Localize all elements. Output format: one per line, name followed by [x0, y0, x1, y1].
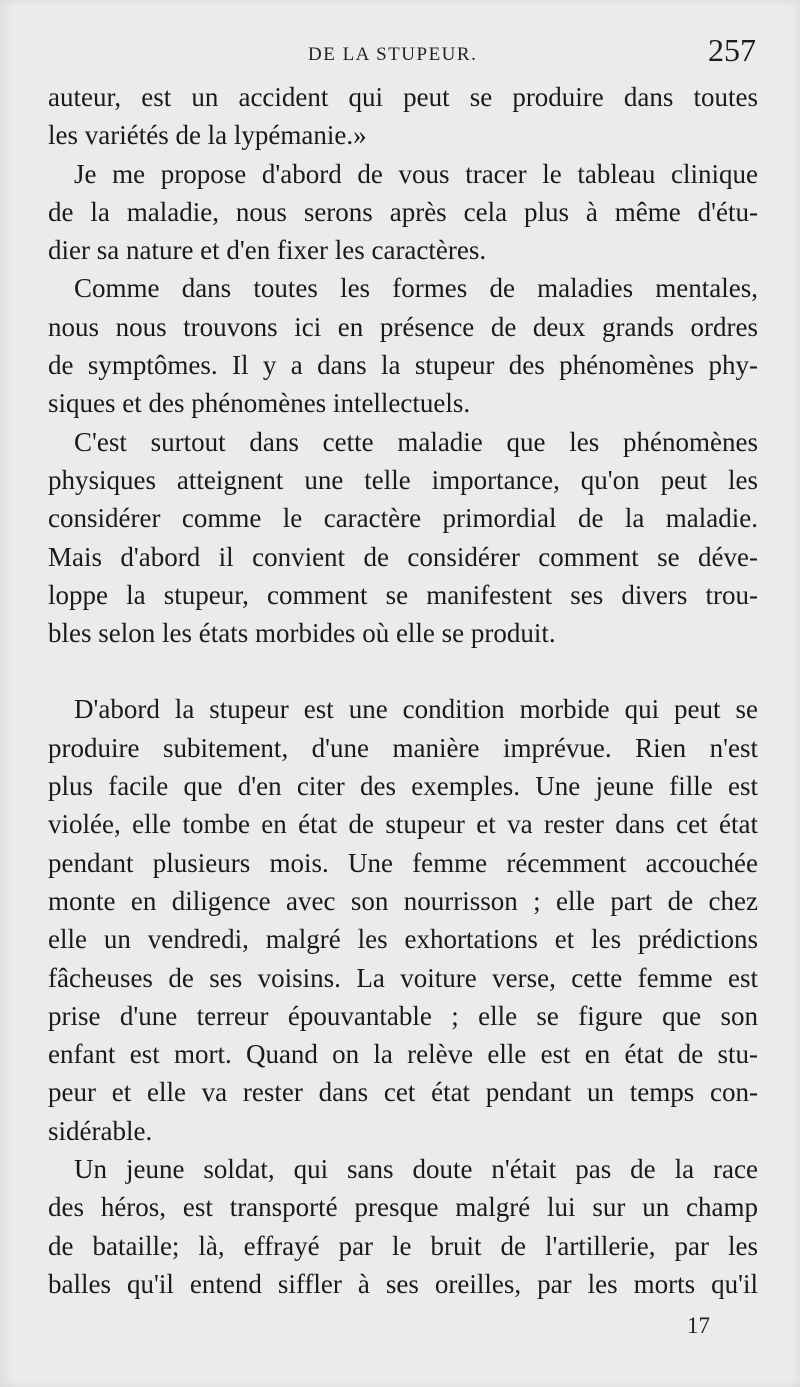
text-line: Mais d'abord il convient de considérer comment se déve- [48, 541, 758, 572]
text-line: siques et des phénomènes intellectuels. [48, 388, 471, 419]
text-line: elle un vendredi, malgré les exhortations et les prédictions [48, 924, 758, 955]
text-line: pendant plusieurs mois. Une femme récemment accouchée [48, 847, 758, 878]
text-line: de la maladie, nous serons après cela plus à même d'étu- [48, 196, 758, 227]
text-line: fâcheuses de ses voisins. La voiture verse, cette femme est [48, 962, 758, 993]
text-line: nous nous trouvons ici en présence de deux grands ordres [48, 311, 758, 342]
text-line: auteur, est un accident qui peut se produire dans toutes [48, 82, 758, 112]
text-line: bles selon les états morbides où elle se produit. [48, 618, 556, 649]
text-line: violée, elle tombe en état de stupeur et va rester dans cet état [48, 809, 758, 840]
page-number: 257 [708, 32, 756, 68]
signature-mark: 17 [687, 1313, 710, 1338]
text-line: des héros, est transporté presque malgré lui sur un champ [48, 1192, 758, 1223]
text-line: de bataille; là, effrayé par le bruit de l'artillerie, par les [48, 1230, 758, 1261]
text-line: enfant est mort. Quand on la relève elle est en état de stu- [48, 1039, 758, 1070]
text-line: sidérable. [48, 1115, 153, 1146]
text-line: loppe la stupeur, comment se manifestent ses divers trou- [48, 579, 758, 610]
text-line: dier sa nature et d'en fixer les caractères. [48, 235, 487, 266]
text-line: balles qu'il entend siffler à ses oreilles, par les morts qu'il [48, 1268, 758, 1299]
body-text [48, 78, 758, 1303]
text-line: produire subitement, d'une manière imprévue. Rien n'est [48, 732, 758, 763]
text-line: Un jeune soldat, qui sans doute n'était pas de la race [74, 1154, 758, 1185]
running-title: DE LA STUPEUR. [308, 44, 478, 65]
text-line: Je me propose d'abord de vous tracer le tableau clinique [74, 158, 758, 189]
text-line: plus facile que d'en citer des exemples. Une jeune fille est [48, 771, 758, 802]
text-line: Comme dans toutes les formes de maladies mentales, [74, 273, 758, 304]
text-line: considérer comme le caractère primordial de la maladie. [48, 503, 758, 534]
text-line: physiques atteignent une telle importance, qu'on peut les [48, 464, 758, 495]
text-line: monte en diligence avec son nourrisson ; elle part de chez [48, 885, 758, 916]
text-line: peur et elle va rester dans cet état pendant un temps con- [48, 1077, 758, 1108]
text-line: prise d'une terreur épouvantable ; elle se figure que son [48, 1000, 758, 1031]
text-line: les variétés de la lypémanie.» [48, 120, 367, 151]
paragraph-gap [48, 652, 758, 690]
text-line: C'est surtout dans cette maladie que les phénomènes [74, 426, 758, 457]
text-line: D'abord la stupeur est une condition morbide qui peut se [74, 694, 758, 725]
text-line: de symptômes. Il y a dans la stupeur des phénomènes phy- [48, 350, 758, 381]
